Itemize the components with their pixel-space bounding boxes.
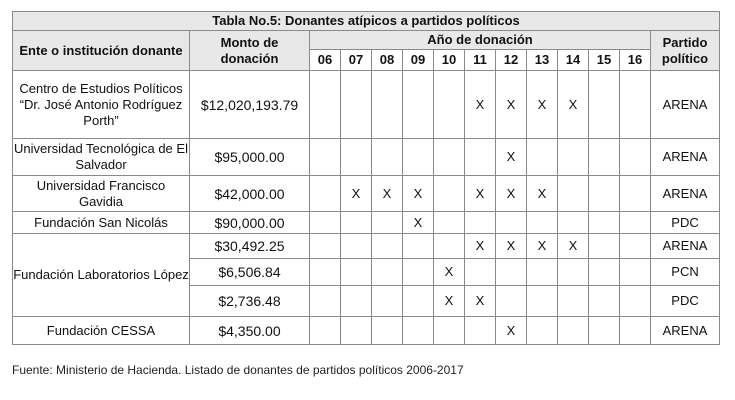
year-header-09: 09	[403, 50, 434, 71]
year-mark: X	[558, 234, 589, 259]
year-mark	[341, 212, 372, 234]
ente-cell: Fundación CESSA	[13, 317, 190, 345]
year-mark	[465, 139, 496, 176]
year-mark	[620, 286, 651, 317]
year-mark	[558, 139, 589, 176]
source-note: Fuente: Ministerio de Hacienda. Listado de donantes de partidos políticos 2006-2017	[12, 363, 464, 377]
year-header-10: 10	[434, 50, 465, 71]
ente-cell: Universidad Tecnológica de El Salvador	[13, 139, 190, 176]
year-mark	[310, 317, 341, 345]
year-mark	[620, 234, 651, 259]
year-header-11: 11	[465, 50, 496, 71]
year-mark: X	[527, 71, 558, 139]
year-mark	[372, 71, 403, 139]
year-mark	[403, 317, 434, 345]
year-mark: X	[558, 71, 589, 139]
year-mark	[558, 317, 589, 345]
partido-cell: ARENA	[651, 139, 720, 176]
partido-cell: PDC	[651, 286, 720, 317]
year-mark	[465, 317, 496, 345]
header-anio: Año de donación	[310, 31, 651, 50]
year-mark	[589, 212, 620, 234]
year-mark	[372, 286, 403, 317]
year-mark	[403, 139, 434, 176]
year-mark	[434, 139, 465, 176]
year-mark: X	[403, 176, 434, 212]
table-title: Tabla No.5: Donantes atípicos a partidos políticos	[13, 12, 720, 31]
monto-cell: $42,000.00	[190, 176, 310, 212]
partido-cell: ARENA	[651, 176, 720, 212]
table-row	[13, 71, 720, 139]
year-mark	[620, 259, 651, 286]
year-mark	[465, 212, 496, 234]
monto-cell: $95,000.00	[190, 139, 310, 176]
year-mark: X	[465, 71, 496, 139]
ente-cell: Fundación Laboratorios López	[13, 234, 190, 317]
monto-cell: $4,350.00	[190, 317, 310, 345]
year-mark	[589, 317, 620, 345]
donors-table-container	[12, 11, 719, 377]
year-mark: X	[403, 212, 434, 234]
partido-cell: ARENA	[651, 317, 720, 345]
year-mark: X	[434, 259, 465, 286]
year-mark	[496, 286, 527, 317]
year-mark	[434, 212, 465, 234]
year-mark	[341, 139, 372, 176]
partido-cell: PDC	[651, 212, 720, 234]
year-mark: X	[465, 176, 496, 212]
monto-cell: $12,020,193.79	[190, 71, 310, 139]
year-mark	[310, 259, 341, 286]
year-mark	[558, 176, 589, 212]
table-row	[13, 139, 720, 176]
year-mark	[310, 234, 341, 259]
year-mark	[589, 176, 620, 212]
year-mark	[527, 286, 558, 317]
table-row	[13, 176, 720, 212]
year-mark: X	[465, 286, 496, 317]
table-row	[13, 234, 720, 259]
year-mark	[620, 212, 651, 234]
donors-table	[12, 11, 720, 345]
year-mark	[496, 259, 527, 286]
year-mark	[558, 212, 589, 234]
year-mark	[341, 317, 372, 345]
year-mark	[310, 286, 341, 317]
year-mark	[527, 259, 558, 286]
year-mark	[341, 259, 372, 286]
year-header-07: 07	[341, 50, 372, 71]
partido-cell: PCN	[651, 259, 720, 286]
partido-cell: ARENA	[651, 234, 720, 259]
year-mark	[341, 234, 372, 259]
year-mark	[496, 212, 527, 234]
year-mark	[620, 317, 651, 345]
year-mark	[403, 234, 434, 259]
year-mark	[558, 259, 589, 286]
year-mark	[589, 259, 620, 286]
monto-cell: $2,736.48	[190, 286, 310, 317]
ente-cell: Universidad Francisco Gavidia	[13, 176, 190, 212]
year-mark	[372, 139, 403, 176]
year-mark	[589, 286, 620, 317]
year-mark	[527, 317, 558, 345]
year-mark	[372, 259, 403, 286]
year-mark	[372, 234, 403, 259]
year-mark	[403, 71, 434, 139]
year-mark: X	[496, 71, 527, 139]
year-mark	[403, 259, 434, 286]
year-mark	[620, 139, 651, 176]
year-mark: X	[341, 176, 372, 212]
year-mark	[620, 71, 651, 139]
year-mark: X	[527, 176, 558, 212]
year-mark	[589, 71, 620, 139]
year-mark	[372, 212, 403, 234]
year-mark	[465, 259, 496, 286]
year-mark: X	[496, 234, 527, 259]
ente-cell: Centro de Estudios Políticos “Dr. José Antonio Rodríguez Porth”	[13, 71, 190, 139]
year-mark: X	[434, 286, 465, 317]
year-mark: X	[496, 139, 527, 176]
year-mark	[310, 139, 341, 176]
year-mark: X	[496, 176, 527, 212]
year-mark: X	[496, 317, 527, 345]
year-mark	[310, 176, 341, 212]
monto-cell: $6,506.84	[190, 259, 310, 286]
year-mark	[434, 71, 465, 139]
year-mark	[372, 317, 403, 345]
year-header-15: 15	[589, 50, 620, 71]
header-ente: Ente o institución donante	[13, 31, 190, 71]
year-mark	[310, 212, 341, 234]
monto-cell: $90,000.00	[190, 212, 310, 234]
year-mark	[527, 212, 558, 234]
header-partido: Partido político	[651, 31, 720, 71]
year-header-13: 13	[527, 50, 558, 71]
table-row	[13, 212, 720, 234]
header-monto: Monto de donación	[190, 31, 310, 71]
year-mark	[589, 234, 620, 259]
year-mark	[434, 234, 465, 259]
year-header-14: 14	[558, 50, 589, 71]
ente-cell: Fundación San Nicolás	[13, 212, 190, 234]
table-row	[13, 317, 720, 345]
year-mark	[341, 71, 372, 139]
table-body	[13, 71, 720, 345]
year-mark	[403, 286, 434, 317]
year-header-08: 08	[372, 50, 403, 71]
partido-cell: ARENA	[651, 71, 720, 139]
year-header-12: 12	[496, 50, 527, 71]
year-mark: X	[527, 234, 558, 259]
year-mark: X	[465, 234, 496, 259]
year-header-06: 06	[310, 50, 341, 71]
monto-cell: $30,492.25	[190, 234, 310, 259]
year-header-16: 16	[620, 50, 651, 71]
year-mark	[527, 139, 558, 176]
year-mark	[589, 139, 620, 176]
year-mark	[558, 286, 589, 317]
year-mark	[341, 286, 372, 317]
year-mark	[310, 71, 341, 139]
year-mark: X	[372, 176, 403, 212]
year-mark	[434, 317, 465, 345]
year-mark	[434, 176, 465, 212]
year-mark	[620, 176, 651, 212]
